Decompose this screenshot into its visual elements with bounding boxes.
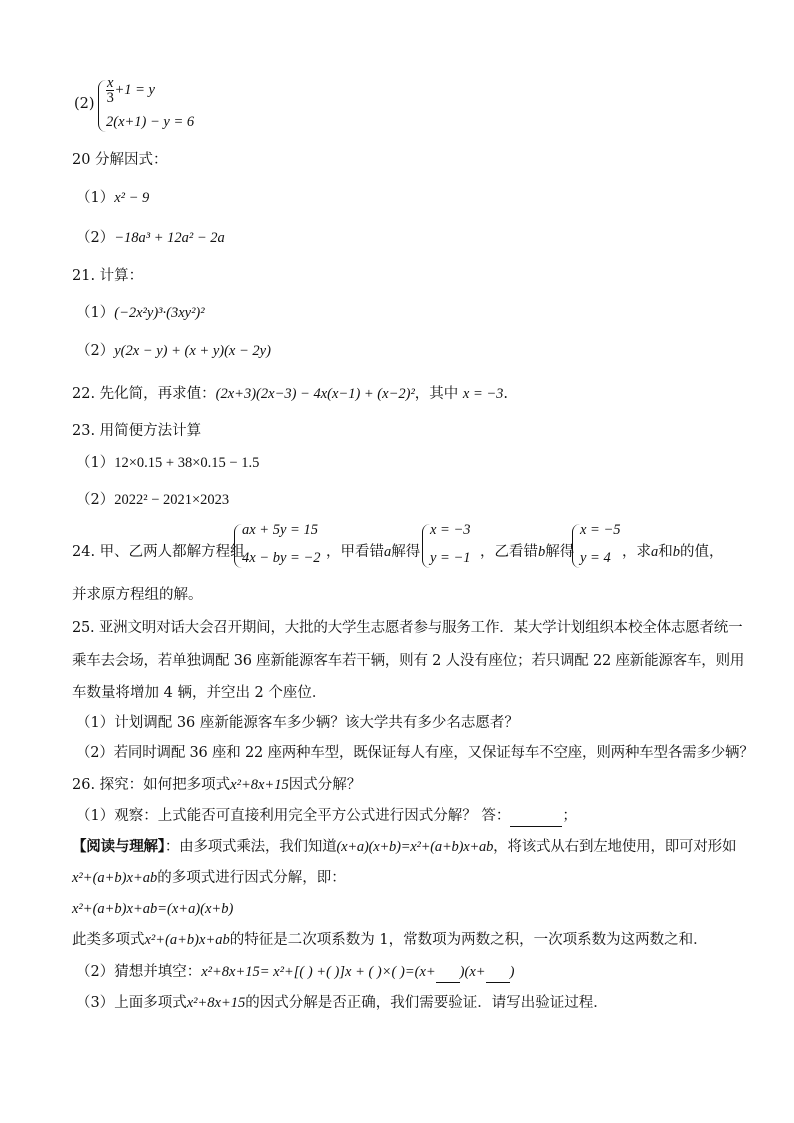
q24-text2: ，甲看错a解得 (326, 544, 421, 560)
q20-part1 (76, 188, 149, 208)
q25-line1: 25. 亚洲文明对话大会召开期间，大批的大学生志愿者参与服务工作．某大学计划组织本校全体志愿者统一 (72, 620, 743, 636)
q24-sys-eq2: 4x − by = −2 (242, 550, 321, 566)
q24-text6: ，求a和b的值， (622, 544, 724, 560)
q26-part2: （2）猜想并填空：x²+8x+15= x²+[( ) +( )]x + ( )×( )=(x+ )(x+ ) (76, 962, 514, 983)
q20-part2-label: （2） (76, 230, 115, 246)
q23-part1-expr: 12×0.15 + 38×0.15 − 1.5 (114, 455, 260, 471)
q19-part2-label: (2) (74, 96, 95, 112)
q19-eq1 (106, 76, 155, 105)
q24-text4: ，乙看错b解得 (480, 544, 575, 560)
q23-part2-expr: 2022² − 2021×2023 (114, 492, 230, 508)
q21-part1 (76, 303, 205, 323)
q22-text-mid: ，其中 (414, 386, 459, 402)
q26-title-expr: x²+8x+15 (230, 777, 289, 793)
q26-title: 26. 探究：如何把多项式x²+8x+15因式分解？ (72, 777, 362, 793)
q26-reading-expr: (x+a)(x+b)=x²+(a+b)x+ab (336, 839, 494, 855)
q26-formula: x²+(a+b)x+ab=(x+a)(x+b) (72, 901, 234, 917)
q21-part1-label: （1） (76, 305, 115, 321)
q24-jia-x: x = −3 (430, 522, 471, 538)
q20-part1-label: （1） (76, 190, 115, 206)
q23-part2-label: （2） (76, 492, 115, 508)
q26-reading-label: 【阅读与理解】 (72, 838, 165, 855)
q24-sys-eq1: ax + 5y = 15 (242, 522, 318, 538)
q26-reading: 【阅读与理解】：由多项式乘法，我们知道(x+a)(x+b)=x²+(a+b)x+ab，将该式从右到左地使用，即可对形如 (72, 838, 737, 855)
q23-part1 (76, 453, 259, 473)
q23-part2 (76, 490, 229, 510)
q19-part2 (72, 76, 272, 136)
q26-part2-expr: x²+8x+15= x²+[( ) +( )]x + ( )×( )=(x+ )(x+ ) (201, 964, 514, 980)
q20-part1-expr: x² − 9 (114, 190, 150, 206)
q20-title: 20 分解因式： (72, 152, 168, 168)
q23-part1-label: （1） (76, 455, 115, 471)
q22-expr: (2x+3)(2x−3) − 4x(x−1) + (x−2)² (215, 386, 415, 402)
q26-blank-1[interactable] (436, 962, 460, 983)
q20-part2-expr: −18a³ + 12a² − 2a (114, 230, 225, 246)
q22 (72, 384, 508, 404)
q24-jia-y: y = −1 (430, 550, 471, 566)
q26-part1: （1）观察：上式能否可直接利用完全平方公式进行因式分解？ 答： ； (76, 806, 577, 827)
q25-part2: （2）若同时调配 36 座和 22 座两种车型，既保证每人有座，又保证每车不空座，则两种车型各需多少辆？ (76, 745, 754, 761)
q21-part2-label: （2） (76, 343, 115, 359)
q23-title: 23. 用简便方法计算 (72, 423, 202, 439)
q24-line2: 并求原方程组的解。 (72, 587, 203, 603)
q19-eq1-rest: +1 = y (114, 81, 155, 98)
q26-feature: 此类多项式x²+(a+b)x+ab的特征是二次项系数为 1，常数项为两数之积，一次项系数为这两数之和． (72, 932, 708, 948)
q24-yi-y: y = 4 (580, 550, 611, 566)
q26-part1-answer-blank[interactable] (510, 806, 562, 827)
q19-eq1-numerator: x (107, 75, 114, 91)
q24-text1: 24. 甲、乙两人都解方程组 (72, 544, 245, 560)
q26-part3: （3）上面多项式x²+8x+15的因式分解是否正确，我们需要验证．请写出验证过程． (76, 995, 608, 1011)
q19-eq2: 2(x+1) − y = 6 (106, 114, 195, 130)
q22-condition: x = −3 (462, 386, 504, 402)
q24 (72, 522, 732, 576)
q26-part3-expr: x²+8x+15 (186, 995, 246, 1011)
q25-part1: （1）计划调配 36 座新能源客车多少辆？该大学共有多少名志愿者？ (76, 715, 519, 731)
q26-blank-2[interactable] (486, 962, 510, 983)
q25-line2: 乘车去会场，若单独调配 36 座新能源客车若干辆，则有 2 人没有座位；若只调配 22 座新能源客车，则用 (72, 653, 745, 669)
q19-eq1-denominator: 3 (106, 90, 114, 106)
q22-text: 22. 先化简，再求值： (72, 386, 216, 402)
q21-part2 (76, 341, 271, 361)
q25-line3: 车数量将增加 4 辆，并空出 2 个座位． (72, 685, 327, 701)
q22-text-end: . (503, 386, 509, 402)
q24-yi-x: x = −5 (580, 522, 621, 538)
q21-part1-expr: (−2x²y)³·(3xy²)² (114, 305, 205, 321)
q26-feature-expr: x²+(a+b)x+ab (144, 932, 230, 948)
q21-title: 21. 计算： (72, 268, 144, 284)
q21-part2-expr: y(2x − y) + (x + y)(x − 2y) (114, 343, 271, 359)
q20-part2 (76, 228, 225, 248)
q26-reading-line2: x²+(a+b)x+ab的多项式进行因式分解，即： (72, 870, 346, 886)
